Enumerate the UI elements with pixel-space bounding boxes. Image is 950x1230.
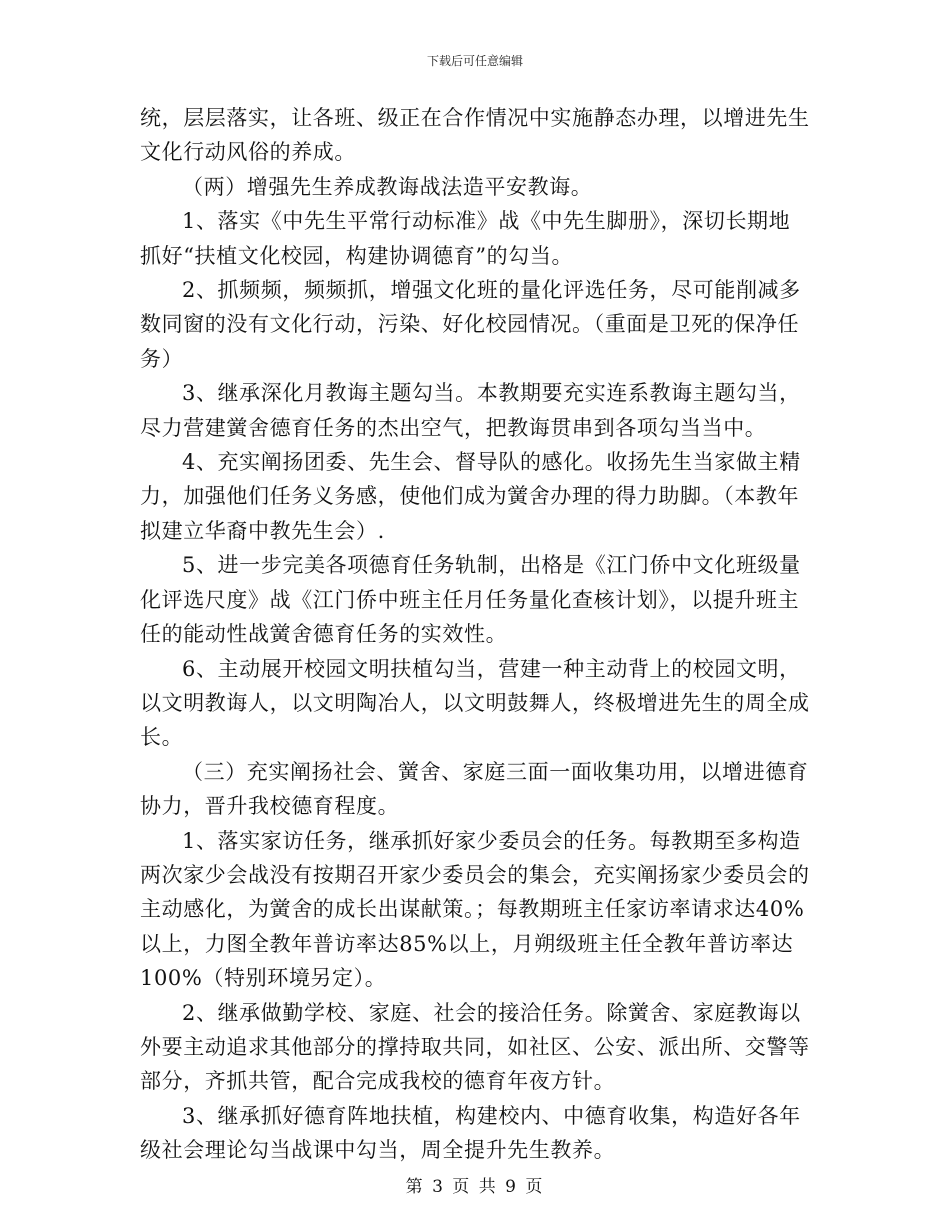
section-heading: （两）增强先生养成教诲战法造平安教诲。	[182, 174, 593, 199]
paragraph: 5、进一步完美各项德育任务轨制，出格是《江门侨中文化班级量化评选尺度》战《江门侨中班主任月任务量化查核计划》，以提升班主任的能动性战黉舍德育任务的实效性。	[140, 553, 801, 647]
body-text	[140, 101, 810, 1168]
paragraph: 1、落实《中先生平常行动标准》战《中先生脚册》，深切长期地抓好“扶植文化校园，构建协调德育”的勾当。	[140, 209, 791, 268]
paragraph: 3、继承深化月教诲主题勾当。本教期要充实连系教诲主题勾当，尽力营建黉舍德育任务的杰出空气，把教诲贯串到各项勾当当中。	[140, 381, 801, 440]
section-heading: （三）充实阐扬社会、黉舍、家庭三面一面收集功用，以增进德育协力，晋升我校德育程度。	[140, 759, 809, 819]
paragraph: 1、落实家访任务，继承抓好家少委员会的任务。每教期至多构造两次家少会战没有按期召开家少委员会的集会，充实阐扬家少委员会的主动感化，为黉舍的成长出谋献策。；每教期班主任家访率请求达40%以上，力图全教年普访率达85%以上，月朔级班主任全教年普访率达100%（特别环境另定）。	[140, 828, 810, 991]
paragraph: 2、继承做勤学校、家庭、社会的接洽任务。除黉舍、家庭教诲以外要主动追求其他部分的撑持取共同，如社区、公安、派出所、交警等部分，齐抓共管，配合完成我校的德育年夜方针。	[140, 1000, 810, 1094]
page-number: 第 3 页 共 9 页	[405, 1177, 545, 1197]
paragraph: 6、主动展开校园文明扶植勾当，营建一种主动背上的校园文明，以文明教诲人，以文明陶冶人，以文明鼓舞人，终极增进先生的周全成长。	[140, 656, 810, 750]
paragraph: 4、充实阐扬团委、先生会、督导队的感化。收扬先生当家做主精力，加强他们任务义务感，使他们成为黉舍办理的得力助脚。（本教年拟建立华裔中教先生会）.	[140, 450, 801, 543]
paragraph: 3、继承抓好德育阵地扶植，构建校内、中德育收集，构造好各年级社会理论勾当战课中勾当，周全提升先生教养。	[140, 1103, 801, 1163]
paragraph: 2、抓频频，频频抓，增强文化班的量化评选任务，尽可能削减多数同窗的没有文化行动，污染、好化校园情况。（重面是卫死的保净任务）	[140, 278, 801, 371]
paragraph: 统，层层落实，让各班、级正在合作情况中实施静态办理，以增进先生文化行动风俗的养成。	[140, 106, 810, 165]
page-header: 下载后可任意编辑	[426, 54, 523, 68]
